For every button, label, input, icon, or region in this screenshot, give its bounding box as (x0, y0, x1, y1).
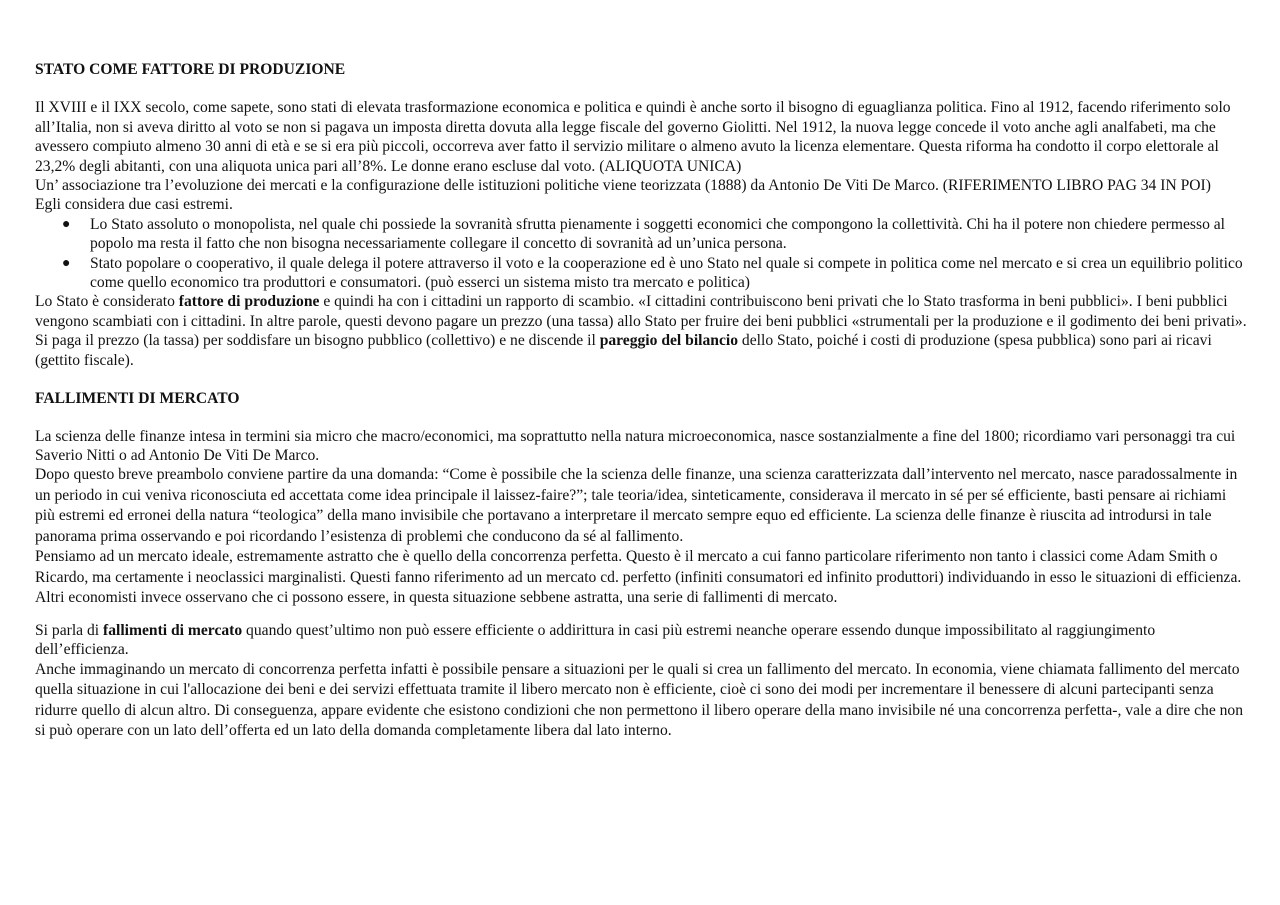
bullet-icon: ● (62, 255, 71, 271)
paragraph-domanda: Dopo questo breve preambolo conviene partire da una domanda: “Come è possibile che la scienza delle finanze, una scienza caratterizzata dall’intervento nel mercato, nasce paradossalmente in un periodo in cui veniva riconosciuta ed accettata come idea principale il laissez-faire?”; tale teoria/idea, sinteticamente, considerava il mercato in sé per sé efficiente, basti pensare ai richiami più estremi ed erronei della natura “teologica” della mano invisibile che portavano a interpretare il mercato sempre equo ed efficiente. La scienza delle finanze è riuscita ad introdursi in tale panorama prima osservando e poi ricordando l’esistenza di problemi che conducono da sé al fallimento. (35, 466, 1238, 545)
list-item-text: Stato popolare o cooperativo, il quale delega il potere attraverso il voto e la cooperazione ed è uno Stato nel quale si compete in politica come nel mercato e si crea un equilibrio politico come quello economico tra produttori e consumatori. (può esserci un sistema misto tra mercato e politica) (90, 254, 1243, 292)
paragraph-de-viti: Un’ associazione tra l’evoluzione dei mercati e la configurazione delle istituzioni politiche viene teorizzata (1888) da Antonio De Viti De Marco. (RIFERIMENTO LIBRO PAG 34 IN POI) (35, 177, 1211, 195)
list-item (62, 254, 1247, 293)
paragraph-scienza-finanze: La scienza delle finanze intesa in termini sia micro che macro/economici, ma soprattutto nella natura microeconomica, nasce sostanzialmente a fine del 1800; ricordiamo vari personaggi tra cui Saverio Nitti o ad Antonio De Viti De Marco. (35, 427, 1236, 464)
text-run: dello Stato, poiché i costi di produzione (spesa pubblica) sono pari ai ricavi (gettito fiscale). (35, 332, 1212, 369)
text-run: e quindi ha con i cittadini un rapporto di scambio. «I cittadini contribuiscono beni privati che lo Stato trasforma in beni pubblici». I beni pubblici vengono scambiati con i cittadini. In altre parole, questi devono pagare un prezzo (una tassa) allo Stato per fruire dei beni pubblici «strumentali per la produzione e il godimento dei beni privati». (35, 293, 1247, 330)
text-run: Si parla di (35, 621, 103, 639)
paragraph-concorrenza-perfetta: Anche immaginando un mercato di concorrenza perfetta infatti è possibile pensare a situazioni per le quali si crea un fallimento del mercato. In economia, viene chiamata fallimento del mercato quella situazione in cui l'allocazione dei beni e dei servizi effettuata tramite il libero mercato non è efficiente, cioè ci sono dei modi per incrementare il benessere di alcuni partecipanti senza ridurre quello di alcun altro. Di conseguenza, appare evidente che esistono condizioni che non permettono il libero operare della mano invisibile né una concorrenza perfetta-, vale a dire che non si può operare con un lato dell’offerta ed un lato della domanda completamente libera dal lato interno. (35, 660, 1244, 740)
list-item (62, 215, 1247, 254)
paragraph-pareggio-bilancio (35, 331, 1247, 370)
paragraph-fallimenti-definizione (35, 621, 1247, 660)
text-run: Lo Stato è considerato (35, 293, 179, 311)
spacer (35, 370, 1247, 389)
paragraph-voto: Il XVIII e il IXX secolo, come sapete, sono stati di elevata trasformazione economica e politica e quindi è anche sorto il bisogno di eguaglianza politica. Fino al 1912, facendo riferimento solo all’Italia, non si aveva diritto al voto se non si pagava un imposta diretta dovuta alla legge fiscale del governo Giolitti. Nel 1912, la nuova legge concede il voto anche agli analfabeti, ma che avessero compiuto almeno 30 anni di età e se si era più piccoli, occorreva aver fatto il servizio militare o almeno avuto la licenza elementare. Questa riforma ha condotto il corpo elettorale al 23,2% degli abitanti, con una aliquota unica pari all’8%. Le donne erano escluse dal voto. (ALIQUOTA UNICA) (35, 99, 1231, 175)
section-title-stato: STATO COME FATTORE DI PRODUZIONE (35, 61, 346, 78)
paragraph-mercato-ideale: Pensiamo ad un mercato ideale, estremamente astratto che è quello della concorrenza perfetta. Questo è il mercato a cui fanno particolare riferimento non tanto i classici come Adam Smith o Ricardo, ma certamente i neoclassici marginalisti. Questi fanno riferimento ad un mercato cd. perfetto (infiniti consumatori ed infinito produttori) individuando in esso le situazioni di efficienza. Altri economisti invece osservano che ci possono essere, in questa situazione sebbene astratta, una serie di fallimenti di mercato. (35, 548, 1242, 607)
document-page (35, 60, 1247, 742)
bullet-list (35, 215, 1247, 293)
bold-text: pareggio del bilancio (599, 332, 739, 350)
bold-text: fallimenti di mercato (103, 621, 243, 639)
spacer (35, 609, 1247, 621)
text-run: quando quest’ultimo non può essere efficiente o addirittura in casi più estremi neanche operare essendo dunque impossibilitato al raggiungimento dell’efficienza. (35, 621, 1156, 659)
spacer (35, 79, 1247, 98)
paragraph-casi-estremi: Egli considera due casi estremi. (35, 196, 233, 214)
paragraph-fattore-produzione (35, 292, 1247, 331)
bold-text: fattore di produzione (178, 293, 320, 311)
text-run: Si paga il prezzo (la tassa) per soddisfare un bisogno pubblico (collettivo) e ne discende il (35, 332, 600, 350)
section-title-fallimenti: FALLIMENTI DI MERCATO (35, 390, 240, 408)
spacer (35, 409, 1247, 427)
bullet-icon: ● (62, 216, 71, 232)
list-item-text: Lo Stato assoluto o monopolista, nel quale chi possiede la sovranità sfrutta pienamente i soggetti economici che compongono la collettività. Chi ha il potere non chiedere permesso al popolo ma resta il fatto che non bisogna necessariamente collegare il concetto di sovranità ad un’unica persona. (90, 215, 1226, 253)
